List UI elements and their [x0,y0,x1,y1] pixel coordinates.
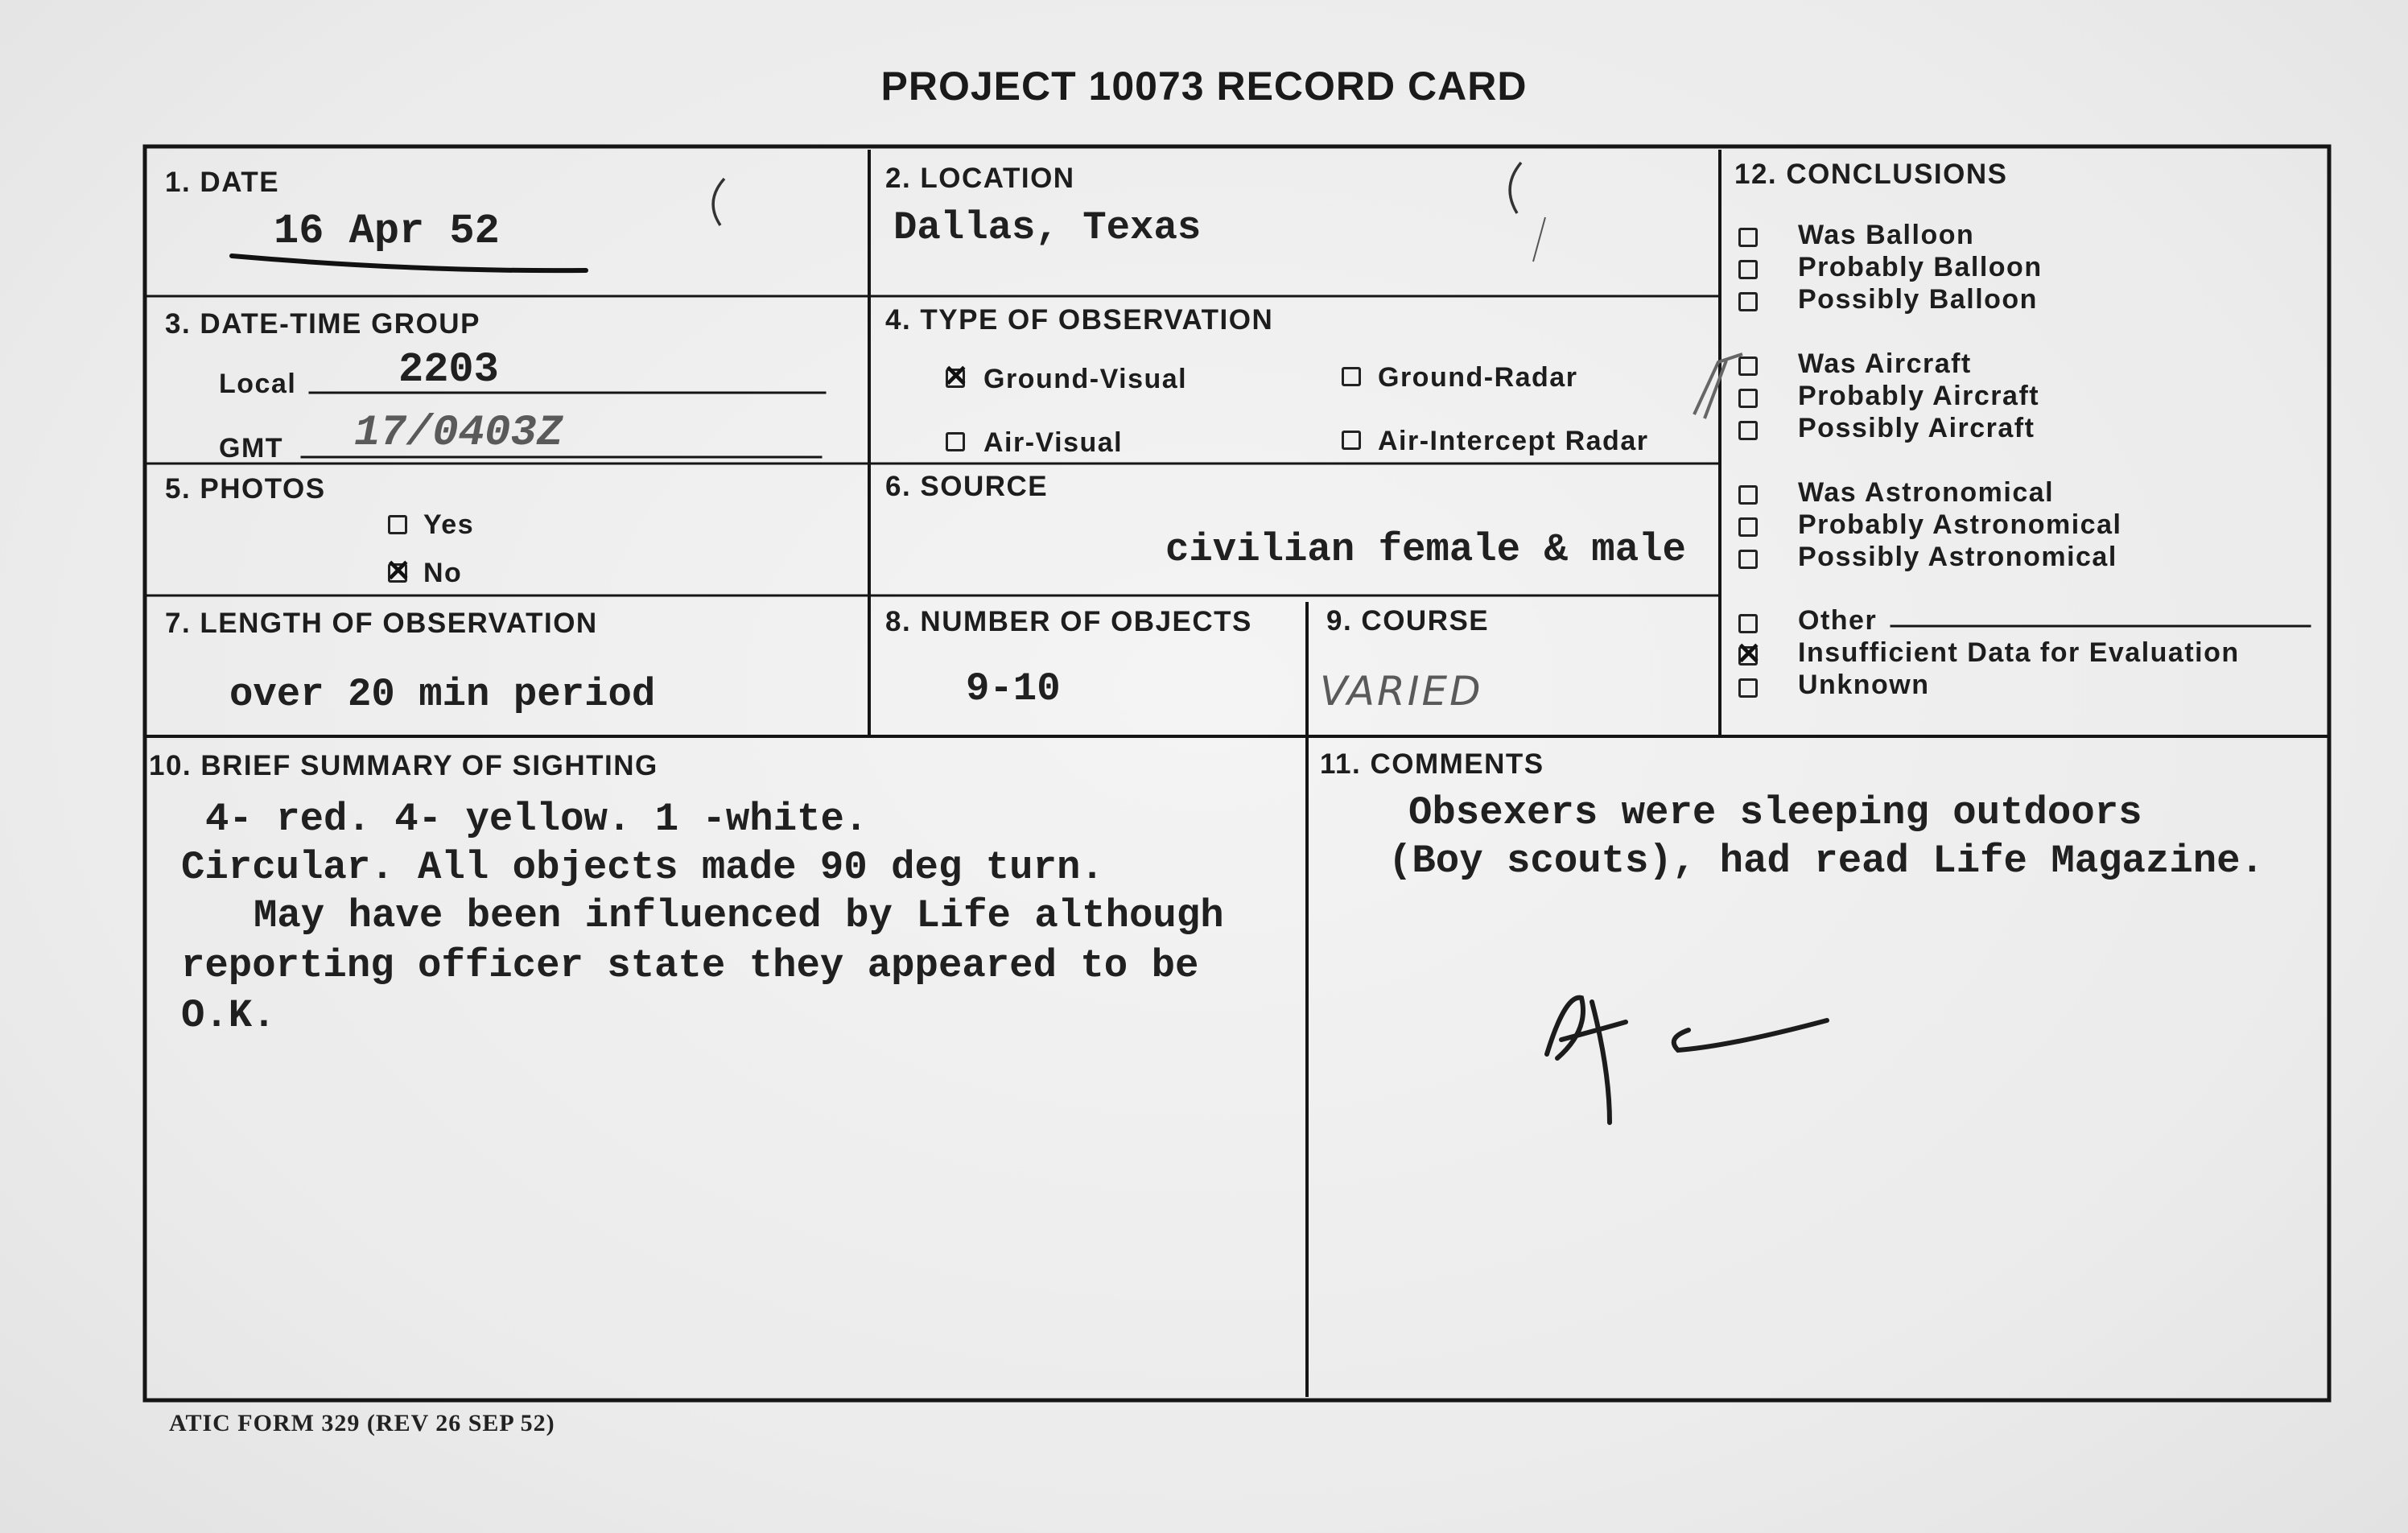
source-label: 6. SOURCE [885,471,1049,502]
handwritten-slash [1533,217,1545,262]
conclusion-checkbox[interactable] [1738,614,1758,633]
observation-type-label: 4. TYPE OF OBSERVATION [885,304,1274,336]
conclusion-option-label: Insufficient Data for Evaluation [1798,637,2240,668]
summary-line: O.K. [181,993,276,1038]
conclusion-checkbox[interactable] [1738,517,1758,537]
ground-visual-checkbox[interactable] [946,369,965,388]
location-label: 2. LOCATION [885,163,1075,194]
summary-line: reporting officer state they appeared to be [181,943,1199,988]
ground-radar-label: Ground-Radar [1378,362,1578,393]
summary-line: May have been influenced by Life although [254,893,1224,938]
conclusion-option-label: Probably Balloon [1798,252,2043,282]
gmt-label: GMT [219,433,284,464]
air-visual-label: Air-Visual [983,427,1124,458]
photos-yes-label: Yes [423,509,475,540]
conclusion-checkbox[interactable] [1738,292,1758,311]
air-visual-checkbox[interactable] [946,432,965,451]
conclusion-checkbox[interactable] [1738,389,1758,408]
handwritten-paren-2 [1510,163,1521,213]
handwritten-paren-1 [713,179,724,225]
conclusion-checkbox[interactable] [1738,356,1758,376]
ground-radar-checkbox[interactable] [1342,367,1361,386]
conclusion-option-label: Probably Astronomical [1798,509,2122,540]
date-value: 16 Apr 52 [274,208,500,255]
conclusion-checkbox[interactable] [1738,260,1758,279]
comments-line: (Boy scouts), had read Life Magazine. [1388,839,2264,884]
conclusion-checkbox[interactable] [1738,678,1758,698]
conclusion-option-label: Was Balloon [1798,220,1975,250]
conclusion-option-label: Was Astronomical [1798,477,2055,508]
summary-line: Circular. All objects made 90 deg turn. [181,845,1104,890]
location-value: Dallas, Texas [893,205,1202,250]
conclusion-checkbox[interactable] [1738,228,1758,247]
air-intercept-radar-label: Air-Intercept Radar [1378,426,1649,456]
conclusion-checkbox[interactable] [1738,485,1758,505]
summary-label: 10. BRIEF SUMMARY OF SIGHTING [149,750,658,781]
air-intercept-radar-checkbox[interactable] [1342,431,1361,450]
conclusion-option-label: Was Aircraft [1798,348,1972,379]
local-value: 2203 [398,346,499,394]
source-value: civilian female & male [1165,527,1686,572]
objects-label: 8. NUMBER OF OBJECTS [885,606,1252,637]
objects-value: 9-10 [966,666,1061,711]
photos-label: 5. PHOTOS [165,473,326,505]
conclusion-option-label: Unknown [1798,670,1930,700]
ground-visual-label: Ground-Visual [983,364,1188,394]
photos-no-label: No [423,558,463,588]
course-label: 9. COURSE [1326,605,1490,637]
comments-line: Obsexers were sleeping outdoors [1408,790,2142,835]
conclusion-option-label: Probably Aircraft [1798,381,2040,411]
conclusion-checkbox[interactable] [1738,646,1758,666]
conclusion-option-label: Other [1798,605,1878,636]
date-time-group-label: 3. DATE-TIME GROUP [165,308,480,340]
summary-line: 4- red. 4- yellow. 1 -white. [205,797,868,842]
length-label: 7. LENGTH OF OBSERVATION [165,608,598,639]
length-value: over 20 min period [229,672,656,717]
local-label: Local [219,369,297,399]
photos-no-checkbox[interactable] [388,563,407,583]
form-number: ATIC FORM 329 (REV 26 SEP 52) [169,1410,555,1436]
conclusion-option-label: Possibly Balloon [1798,284,2038,315]
conclusion-checkbox[interactable] [1738,421,1758,440]
course-value: VARIED [1320,668,1483,715]
conclusion-option-label: Possibly Aircraft [1798,413,2035,443]
photos-yes-checkbox[interactable] [388,515,407,534]
card-title: PROJECT 10073 RECORD CARD [880,64,1528,109]
date-label: 1. DATE [165,167,280,198]
conclusion-option-label: Possibly Astronomical [1798,542,2117,572]
conclusion-checkbox[interactable] [1738,550,1758,569]
initials-signature [1547,998,1827,1123]
gmt-value: 17/0403Z [354,409,563,458]
conclusions-label: 12. CONCLUSIONS [1734,159,2008,190]
comments-label: 11. COMMENTS [1320,748,1544,780]
